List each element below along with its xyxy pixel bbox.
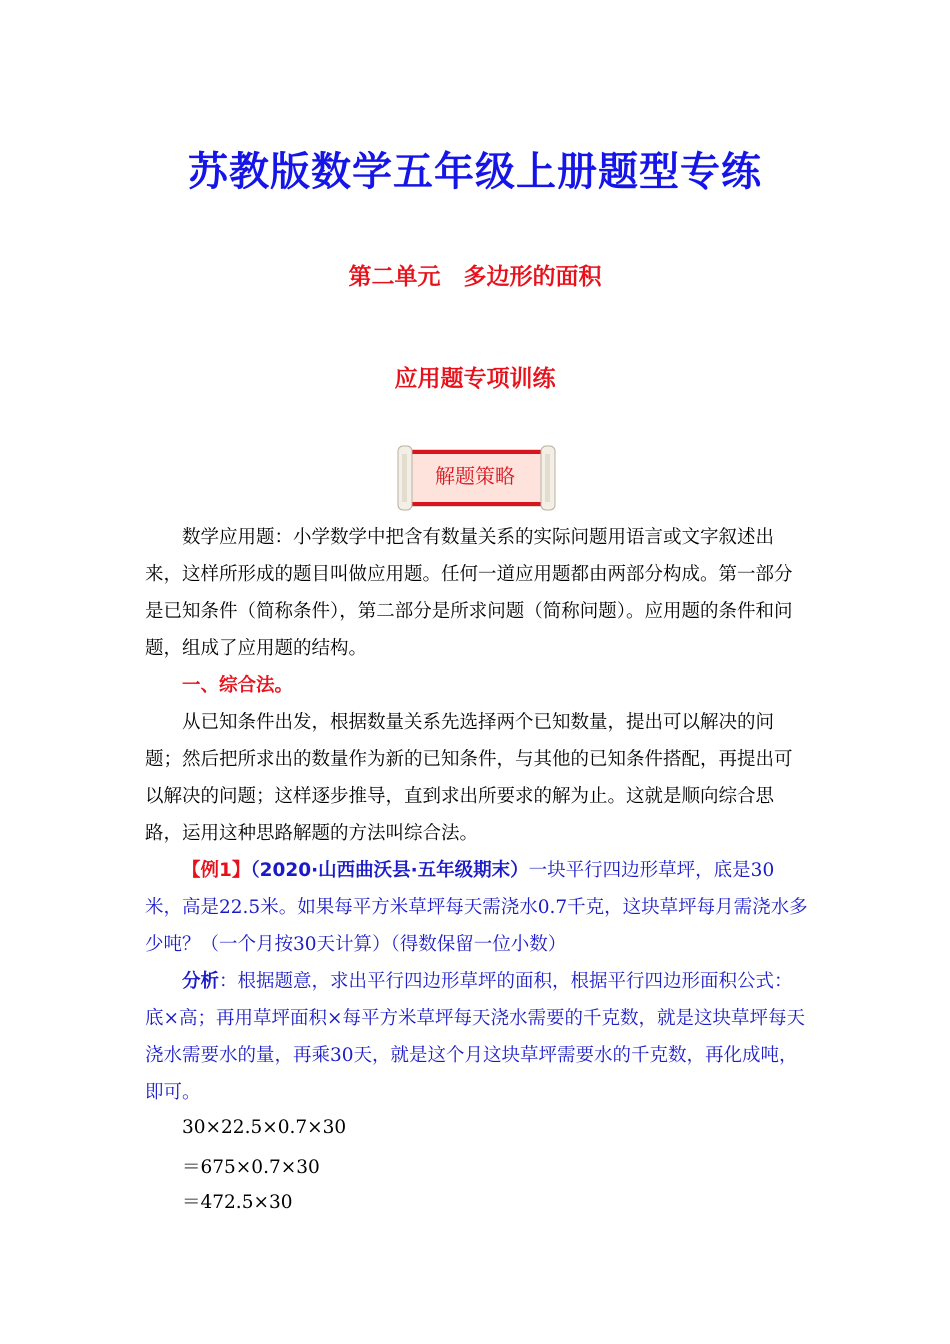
example-text: 一块平行四边形草坪，底是30米，高是22.5米。如果每平方米草坪每天需浇水0.7千克，这块草坪每月需浇水多少吨？（一个月按30天计算）（得数保留一位小数） (145, 860, 808, 955)
analysis-text: ：根据题意，求出平行四边形草坪的面积，根据平行四边形面积公式：底×高；再用草坪面积×每平方米草坪每天浇水需要的千克数，就是这块草坪每天浇水需要水的量，再乘30天，就是这个月这块草坪需要水的千克数，再化成吨，即可。 (145, 971, 806, 1103)
example-source: （2020·山西曲沃县·五年级期末） (250, 860, 529, 881)
example-paragraph (145, 852, 810, 963)
calc-step-1: 30×22.5×0.7×30 (182, 1117, 347, 1138)
calc-step-3: ＝472.5×30 (182, 1192, 293, 1213)
unit-heading: 第二单元 多边形的面积 (348, 264, 602, 290)
section-subtitle: 应用题专项训练 (394, 366, 556, 392)
page-title: 苏教版数学五年级上册题型专练 (188, 149, 762, 195)
analysis-label: 分析 (182, 971, 220, 992)
banner-label: 解题策略 (435, 464, 515, 488)
method-heading: 一、综合法。 (182, 675, 294, 696)
analysis-paragraph (145, 963, 810, 1111)
example-tag: 【例1】 (182, 860, 251, 881)
method-paragraph: 从已知条件出发，根据数量关系先选择两个已知数量，提出可以解决的问题；然后把所求出的数量作为新的已知条件，与其他的已知条件搭配，再提出可以解决的问题；这样逐步推导，直到求出所要求的解为止。这就是顺向综合思路，运用这种思路解题的方法叫综合法。 (145, 712, 793, 844)
calc-step-2: ＝675×0.7×30 (182, 1157, 320, 1178)
intro-paragraph: 数学应用题：小学数学中把含有数量关系的实际问题用语言或文字叙述出来，这样所形成的题目叫做应用题。任何一道应用题都由两部分构成。第一部分是已知条件（简称条件），第二部分是所求问题（简称问题）。应用题的条件和问题，组成了应用题的结构。 (145, 527, 793, 659)
